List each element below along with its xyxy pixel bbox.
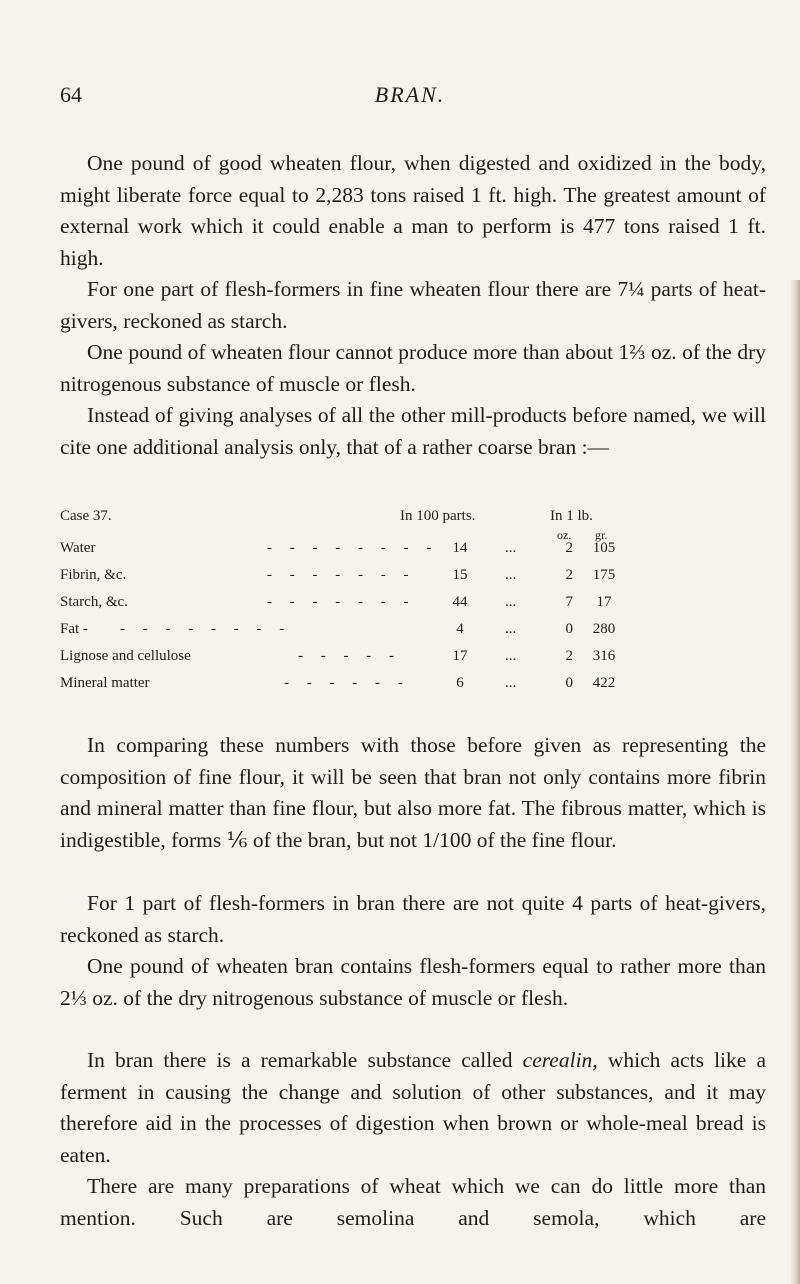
table-row (60, 567, 766, 587)
page-edge-shadow (790, 280, 800, 1284)
parts-value: 6 (456, 675, 464, 691)
parts-value: 4 (456, 621, 464, 637)
row-label: Fibrin, &c. (60, 567, 127, 583)
parts-value: 17 (452, 648, 468, 664)
bran-analysis-table (60, 508, 766, 744)
gr-value: 175 (592, 567, 616, 583)
case-label: Case 37. (60, 508, 112, 524)
paragraph-preparations: There are many preparations of wheat which we can do little more than mention. Such are semolina and semola, which are (60, 1174, 766, 1230)
ellipsis: ... (505, 540, 517, 556)
leader-dashes: - - - - - - - - (267, 540, 439, 556)
parts-value: 15 (452, 567, 468, 583)
cerealin-term: cerealin, (522, 1048, 598, 1072)
leader-dashes: - - - - - - - (267, 594, 416, 610)
row-label: Fat - (60, 621, 88, 637)
ellipsis: ... (505, 594, 517, 610)
table-row (60, 675, 766, 695)
oz-value: 7 (565, 594, 573, 610)
column-header-parts: In 100 parts. (400, 508, 476, 524)
gr-value: 316 (592, 648, 616, 664)
gr-value: 422 (592, 675, 616, 691)
oz-value: 0 (565, 621, 573, 637)
oz-value: 2 (565, 648, 573, 664)
paragraph-bran-heat-givers: For 1 part of flesh-formers in bran there are not quite 4 parts of heat-givers, reckoned as starch. (60, 891, 766, 947)
row-label: Mineral matter (60, 675, 150, 691)
paragraph-nitrogenous: One pound of wheaten flour cannot produce more than about 1⅔ oz. of the dry nitrogenous substance of muscle or flesh. (60, 340, 766, 396)
leader-dashes: - - - - - - (284, 675, 410, 691)
running-head: BRAN. (374, 82, 446, 107)
cerealin-text-before: In bran there is a remarkable substance called (87, 1048, 523, 1072)
oz-value: 2 (565, 540, 573, 556)
oz-value: 0 (565, 675, 573, 691)
table-row (60, 540, 766, 560)
paragraph-cerealin (60, 1045, 766, 1171)
row-label: Water (60, 540, 96, 556)
ellipsis: ... (505, 648, 517, 664)
unit-oz: oz. (557, 528, 572, 542)
column-header-lb: In 1 lb. (550, 508, 593, 524)
paragraph-heat-givers: For one part of flesh-formers in fine wheaten flour there are 7¼ parts of heat-givers, reckoned as starch. (60, 277, 766, 333)
leader-dashes: - - - - - - - - (120, 621, 292, 637)
paragraph-flour-force: One pound of good wheaten flour, when digested and oxidized in the body, might liberate force equal to 2,283 tons raised 1 ft. high. The greatest amount of external work which it could enable a man to perform is 477 tons raised 1 ft. high. (60, 151, 766, 270)
cerealin-text-after: which acts like a ferment in causing the change and solution of other substances, and it may therefore aid in the processes of digestion when brown or whole-meal bread is eaten. (60, 1048, 766, 1167)
ellipsis: ... (505, 567, 517, 583)
paragraph-bran-analysis-intro: Instead of giving analyses of all the other mill-products before named, we will cite one additional analysis only, that of a rather coarse bran :— (60, 403, 766, 459)
ellipsis: ... (505, 621, 517, 637)
parts-value: 14 (452, 540, 468, 556)
unit-gr: gr. (595, 528, 608, 542)
gr-value: 280 (592, 621, 616, 637)
table-row (60, 621, 766, 641)
oz-value: 2 (565, 567, 573, 583)
gr-value: 17 (596, 594, 612, 610)
gr-value: 105 (592, 540, 616, 556)
table-row (60, 594, 766, 614)
page-number: 64 (60, 82, 82, 107)
row-label: Starch, &c. (60, 594, 128, 610)
ellipsis: ... (505, 675, 517, 691)
page-header (60, 82, 760, 122)
leader-dashes: - - - - - - - (267, 567, 416, 583)
leader-dashes: - - - - - (298, 648, 401, 664)
paragraph-comparison: In comparing these numbers with those before given as representing the composition of fine flour, it will be seen that bran not only contains more fibrin and mineral matter than fine flour, but also more fat. The fibrous matter, which is indigestible, forms ⅙ of the bran, but not 1/100 of the fine flour. (60, 733, 766, 852)
parts-value: 44 (452, 594, 468, 610)
table-row (60, 648, 766, 668)
row-label: Lignose and cellulose (60, 648, 191, 664)
paragraph-bran-flesh-formers: One pound of wheaten bran contains flesh-formers equal to rather more than 2⅓ oz. of the dry nitrogenous substance of muscle or flesh. (60, 954, 766, 1010)
